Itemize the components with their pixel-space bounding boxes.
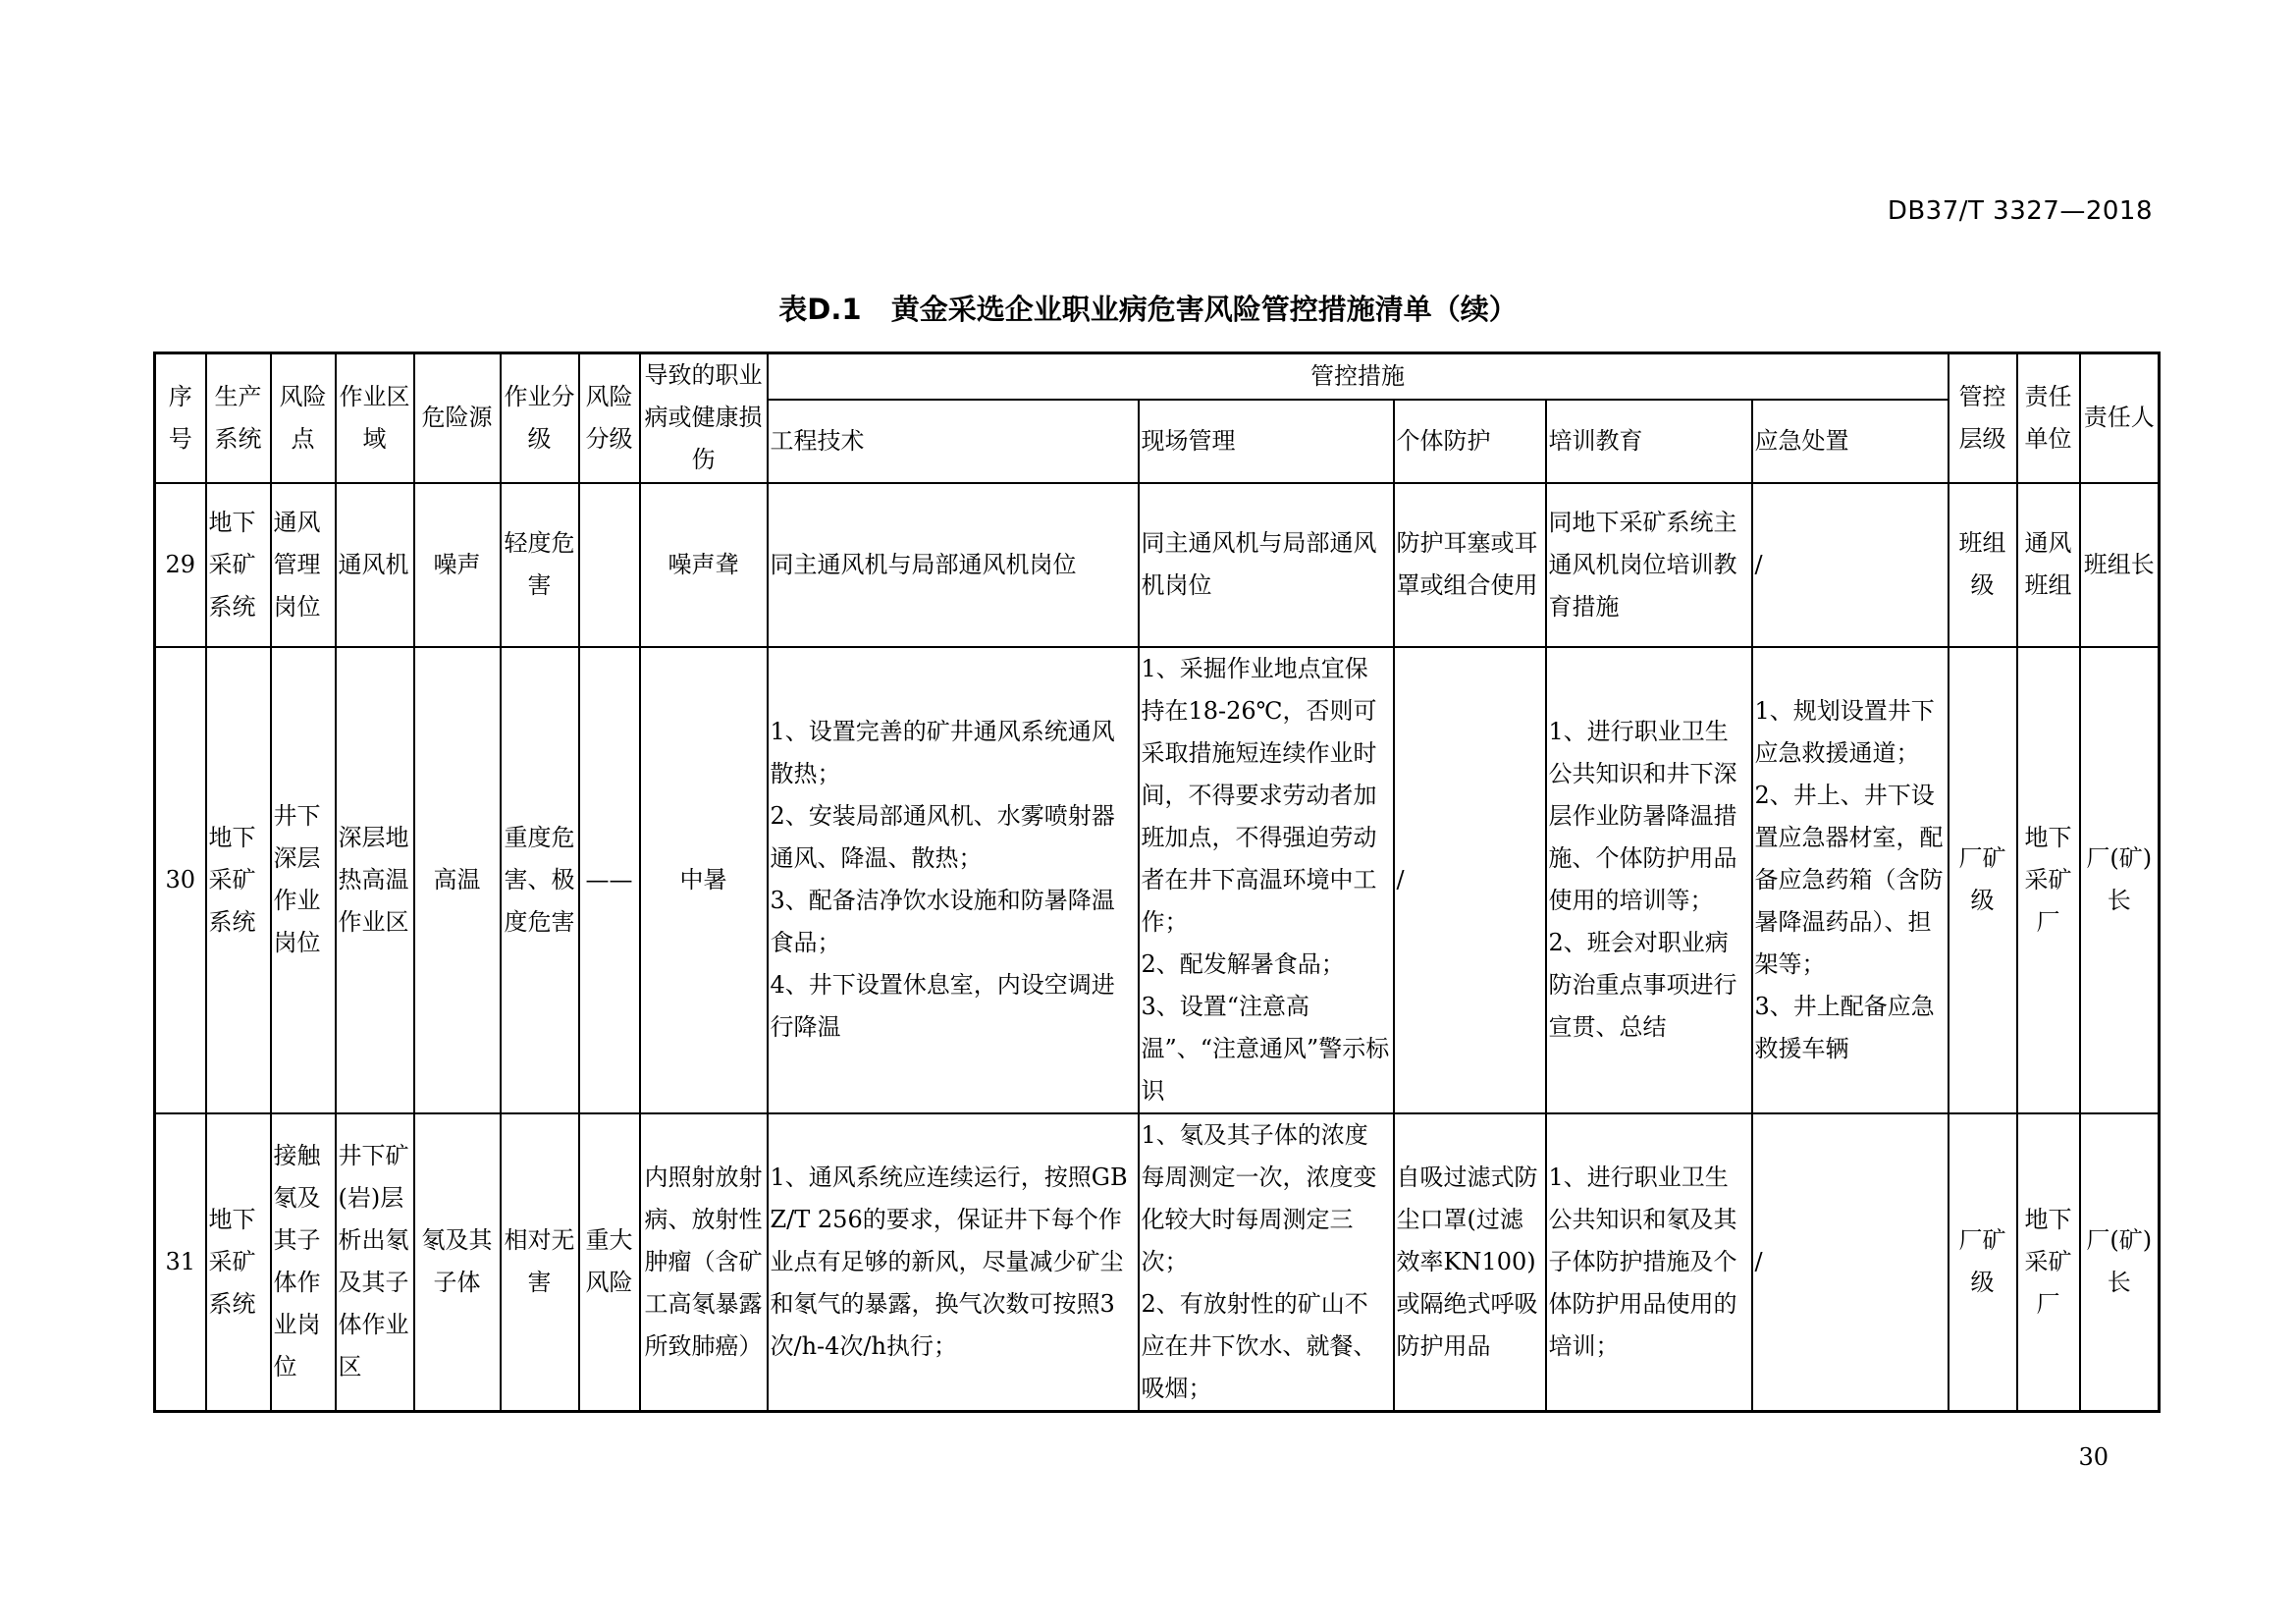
cell-disease: 内照射放射病、放射性肿瘤（含矿工高氡暴露所致肺癌） (640, 1113, 768, 1412)
table-number: 表D.1 (778, 293, 862, 326)
cell-unit: 地下采矿厂 (2017, 647, 2080, 1113)
cell-risk-grade: —— (579, 647, 640, 1113)
cell-engineering: 1、通风系统应连续运行，按照GBZ/T 256的要求，保证井下每个作业点有足够的新风，尽量减少矿尘和氡气的暴露，换气次数可按照3次/h-4次/h执行； (768, 1113, 1139, 1412)
cell-system: 地下采矿系统 (206, 1113, 271, 1412)
cell-disease: 噪声聋 (640, 483, 768, 647)
header-row-1 (155, 353, 2160, 400)
cell-training: 同地下采矿系统主通风机岗位培训教育措施 (1546, 483, 1752, 647)
cell-person: 厂(矿)长 (2080, 647, 2160, 1113)
risk-control-table (153, 352, 2161, 1413)
cell-level: 厂矿级 (1949, 647, 2017, 1113)
header-control: 管控措施 (768, 353, 1949, 400)
header-no: 序号 (155, 353, 206, 483)
cell-site: 同主通风机与局部通风机岗位 (1139, 483, 1394, 647)
header-site: 现场管理 (1139, 400, 1394, 483)
document-code: DB37/T 3327—2018 (1887, 196, 2153, 226)
cell-emergency: / (1752, 483, 1949, 647)
cell-work-area: 通风机 (336, 483, 414, 647)
cell-work-grade: 轻度危害 (501, 483, 579, 647)
header-ppe: 个体防护 (1394, 400, 1546, 483)
cell-engineering: 同主通风机与局部通风机岗位 (768, 483, 1139, 647)
header-unit: 责任单位 (2017, 353, 2080, 483)
cell-no: 30 (155, 647, 206, 1113)
cell-system: 地下采矿系统 (206, 483, 271, 647)
table-row (155, 483, 2160, 647)
cell-site: 1、氡及其子体的浓度每周测定一次，浓度变化较大时每周测定三次； 2、有放射性的矿山不应在井下饮水、就餐、吸烟； (1139, 1113, 1394, 1412)
cell-risk-grade (579, 483, 640, 647)
cell-site: 1、采掘作业地点宜保持在18-26℃，否则可采取措施短连续作业时间，不得要求劳动者加班加点，不得强迫劳动者在井下高温环境中工作； 2、配发解暑食品； 3、设置“注意高温”、“注意通风”警示标识 (1139, 647, 1394, 1113)
cell-emergency: 1、规划设置井下应急救援通道； 2、井上、井下设置应急器材室，配备应急药箱（含防暑降温药品）、担架等； 3、井上配备应急救援车辆 (1752, 647, 1949, 1113)
cell-risk-point: 井下深层作业岗位 (271, 647, 336, 1113)
header-hazard: 危险源 (414, 353, 501, 483)
page-number: 30 (2078, 1443, 2109, 1471)
cell-work-area: 深层地热高温作业区 (336, 647, 414, 1113)
cell-risk-point: 接触氡及其子体作业岗位 (271, 1113, 336, 1412)
cell-level: 班组级 (1949, 483, 2017, 647)
cell-disease: 中暑 (640, 647, 768, 1113)
cell-engineering: 1、设置完善的矿井通风系统通风散热； 2、安装局部通风机、水雾喷射器通风、降温、散热； 3、配备洁净饮水设施和防暑降温食品； 4、井下设置休息室，内设空调进行降温 (768, 647, 1139, 1113)
header-emergency: 应急处置 (1752, 400, 1949, 483)
cell-hazard: 高温 (414, 647, 501, 1113)
cell-work-grade: 相对无害 (501, 1113, 579, 1412)
cell-level: 厂矿级 (1949, 1113, 2017, 1412)
cell-ppe: 防护耳塞或耳罩或组合使用 (1394, 483, 1546, 647)
cell-risk-grade: 重大风险 (579, 1113, 640, 1412)
header-work-area: 作业区域 (336, 353, 414, 483)
cell-risk-point: 通风管理岗位 (271, 483, 336, 647)
cell-hazard: 氡及其子体 (414, 1113, 501, 1412)
header-risk-grade: 风险分级 (579, 353, 640, 483)
cell-emergency: / (1752, 1113, 1949, 1412)
cell-unit: 通风班组 (2017, 483, 2080, 647)
cell-work-grade: 重度危害、极度危害 (501, 647, 579, 1113)
cell-person: 厂(矿)长 (2080, 1113, 2160, 1412)
header-disease: 导致的职业病或健康损伤 (640, 353, 768, 483)
header-work-grade: 作业分级 (501, 353, 579, 483)
cell-hazard: 噪声 (414, 483, 501, 647)
cell-work-area: 井下矿(岩)层析出氡及其子体作业区 (336, 1113, 414, 1412)
cell-ppe: 自吸过滤式防尘口罩(过滤效率KN100)或隔绝式呼吸防护用品 (1394, 1113, 1546, 1412)
header-engineering: 工程技术 (768, 400, 1139, 483)
table-title (0, 288, 2296, 328)
cell-unit: 地下采矿厂 (2017, 1113, 2080, 1412)
table-row (155, 1113, 2160, 1412)
cell-no: 29 (155, 483, 206, 647)
cell-system: 地下采矿系统 (206, 647, 271, 1113)
cell-training: 1、进行职业卫生公共知识和氡及其子体防护措施及个体防护用品使用的培训； (1546, 1113, 1752, 1412)
cell-ppe: / (1394, 647, 1546, 1113)
cell-person: 班组长 (2080, 483, 2160, 647)
header-level: 管控层级 (1949, 353, 2017, 483)
header-training: 培训教育 (1546, 400, 1752, 483)
header-system: 生产系统 (206, 353, 271, 483)
header-risk-point: 风险点 (271, 353, 336, 483)
cell-no: 31 (155, 1113, 206, 1412)
cell-training: 1、进行职业卫生公共知识和井下深层作业防暑降温措施、个体防护用品使用的培训等； 2、班会对职业病防治重点事项进行宣贯、总结 (1546, 647, 1752, 1113)
table-row (155, 647, 2160, 1113)
header-person: 责任人 (2080, 353, 2160, 483)
table-title-text: 黄金采选企业职业病危害风险管控措施清单（续） (890, 293, 1518, 326)
